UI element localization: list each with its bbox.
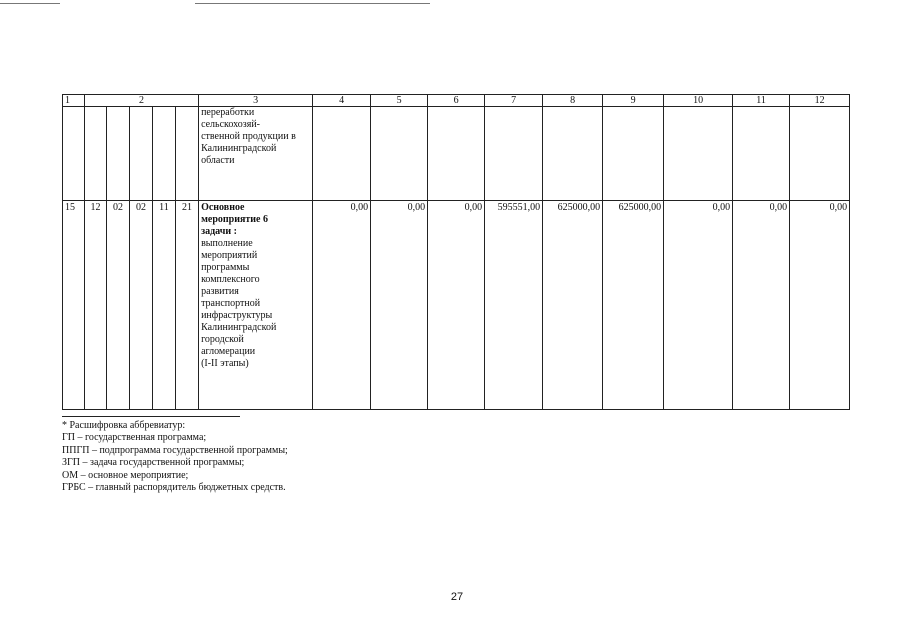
empty-cell <box>664 107 733 201</box>
value-cell-col6: 0,00 <box>428 201 485 410</box>
measure-description-line: комплексного <box>201 274 260 285</box>
value-cell-col8: 625000,00 <box>543 201 603 410</box>
measure-title-line: Основное <box>201 202 245 213</box>
column-number-6: 6 <box>428 95 485 107</box>
footnote-separator <box>62 416 240 417</box>
footnote-item: ГРБС – главный распорядитель бюджетных средств. <box>62 482 286 494</box>
row-number-cell: 15 <box>63 201 85 410</box>
continuation-text-cell <box>199 107 313 201</box>
column-number-7: 7 <box>485 95 543 107</box>
empty-cell <box>485 107 543 201</box>
table-row-15 <box>63 201 850 410</box>
code-cell-2: 02 <box>107 201 130 410</box>
measure-description-line: развития <box>201 286 239 297</box>
page-number: 27 <box>450 591 464 603</box>
empty-cell <box>313 107 371 201</box>
column-number-3: 3 <box>199 95 313 107</box>
column-number-11: 11 <box>733 95 790 107</box>
column-number-row <box>63 95 850 107</box>
empty-cell <box>733 107 790 201</box>
measure-description-cell <box>199 201 313 410</box>
value-cell-col11: 0,00 <box>733 201 790 410</box>
value-cell-col12: 0,00 <box>790 201 850 410</box>
continuation-line: области <box>201 155 235 166</box>
continuation-line: ственной продукции в <box>201 131 296 142</box>
empty-cell <box>543 107 603 201</box>
measure-description-line: транспортной <box>201 298 261 309</box>
footnote-item: ППГП – подпрограмма государственной программы; <box>62 444 288 456</box>
measure-description-line: агломерации <box>201 346 256 357</box>
footnote-item: ОМ – основное мероприятие; <box>62 469 189 481</box>
continuation-line: сельскохозяй- <box>201 119 261 130</box>
measure-title-line: мероприятие 6 <box>201 214 268 225</box>
measure-description-line: городской <box>201 334 244 345</box>
value-cell-col4: 0,00 <box>313 201 371 410</box>
column-number-12: 12 <box>790 95 850 107</box>
column-number-10: 10 <box>664 95 733 107</box>
code-cell-3: 02 <box>130 201 153 410</box>
continuation-row <box>63 107 850 201</box>
measure-description-line: программы <box>201 262 250 273</box>
scan-artifact-line-left <box>0 3 60 4</box>
measure-description-line: выполнение <box>201 238 253 249</box>
empty-cell <box>603 107 664 201</box>
column-number-4: 4 <box>313 95 371 107</box>
empty-cell <box>153 107 176 201</box>
continuation-line: переработки <box>201 107 255 118</box>
value-cell-col9: 625000,00 <box>603 201 664 410</box>
column-number-8: 8 <box>543 95 603 107</box>
empty-cell <box>371 107 428 201</box>
footnote-item: ЗГП – задача государственной программы; <box>62 457 245 469</box>
continuation-line: Калининградской <box>201 143 277 154</box>
empty-cell <box>176 107 199 201</box>
empty-cell <box>85 107 107 201</box>
empty-cell <box>107 107 130 201</box>
empty-cell <box>63 107 85 201</box>
measure-description-line: Калининградской <box>201 322 277 333</box>
value-cell-col7: 595551,00 <box>485 201 543 410</box>
measure-description-line: (I-II этапы) <box>201 358 249 369</box>
code-cell-1: 12 <box>85 201 107 410</box>
budget-table <box>62 94 850 410</box>
scan-artifact-line-center <box>195 3 430 4</box>
column-number-1: 1 <box>63 95 85 107</box>
value-cell-col5: 0,00 <box>371 201 428 410</box>
footnote-block <box>62 420 288 494</box>
empty-cell <box>428 107 485 201</box>
column-number-9: 9 <box>603 95 664 107</box>
footnote-heading: * Расшифровка аббревиатур: <box>62 420 186 431</box>
measure-description-line: инфраструктуры <box>201 310 273 321</box>
value-cell-col10: 0,00 <box>664 201 733 410</box>
column-number-2: 2 <box>85 95 199 107</box>
empty-cell <box>790 107 850 201</box>
code-cell-4: 11 <box>153 201 176 410</box>
footnote-item: ГП – государственная программа; <box>62 432 207 444</box>
column-number-5: 5 <box>371 95 428 107</box>
measure-title-line: задачи : <box>201 226 237 237</box>
empty-cell <box>130 107 153 201</box>
measure-description-line: мероприятий <box>201 250 258 261</box>
code-cell-5: 21 <box>176 201 199 410</box>
